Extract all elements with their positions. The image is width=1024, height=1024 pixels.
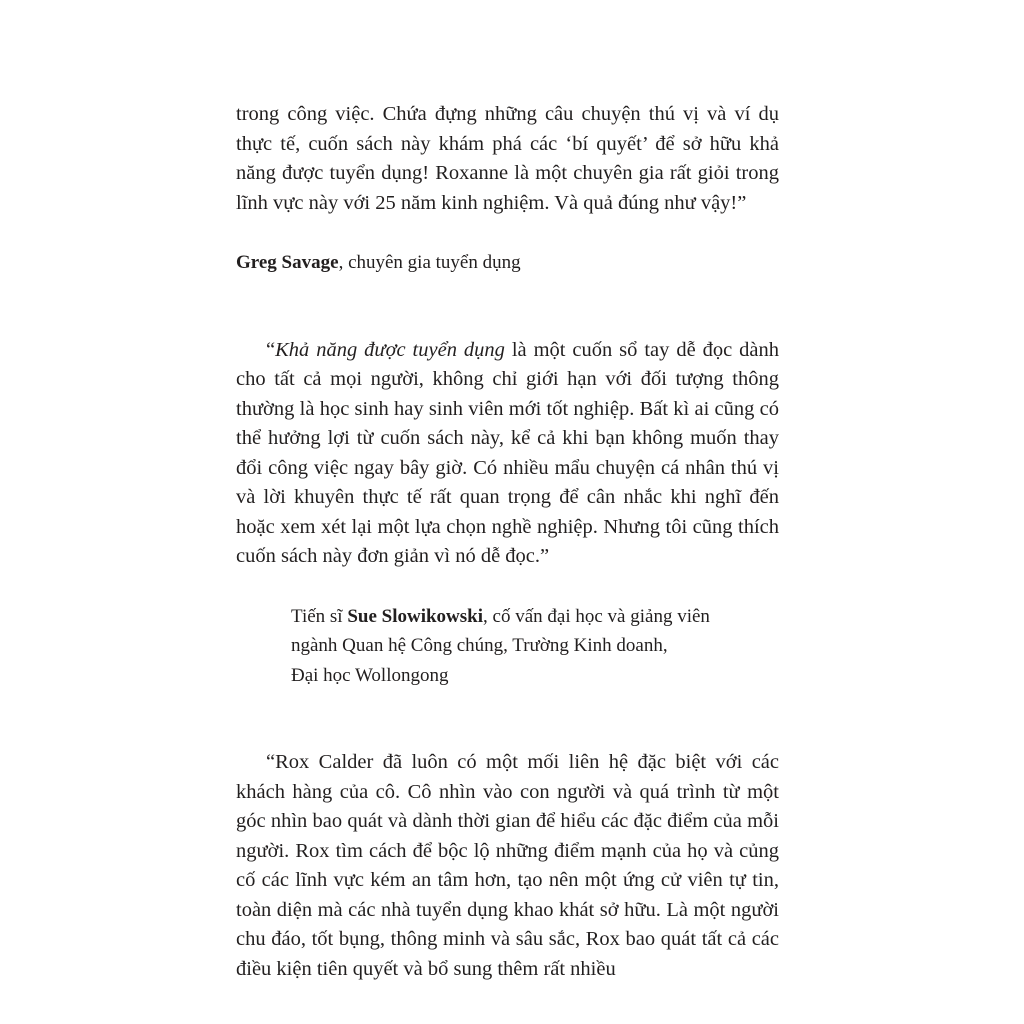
attribution-role: , cố vấn đại học và giảng viên (483, 605, 710, 627)
book-title-italic: Khả năng được tuyển dụng (275, 338, 505, 361)
spacer (236, 218, 779, 248)
attribution-greg-savage (236, 248, 779, 278)
paragraph-continued: trong công việc. Chứa đựng những câu chuyện thú vị và ví dụ thực tế, cuốn sách này khám phá các ‘bí quyết’ để sở hữu khả năng được tuyển dụng! Roxanne là một chuyên gia rất giỏi trong lĩnh vực này với 25 năm kinh nghiệm. Và quả đúng như vậy!” (236, 103, 779, 214)
paragraph-quote-three: “Rox Calder đã luôn có một mối liên hệ đặc biệt với các khách hàng của cô. Cô nhìn vào con người và quá trình từ một góc nhìn bao quát và dành thời gian để hiểu các đặc điểm của mỗi người. Rox tìm cách để bộc lộ những điểm mạnh của họ và củng cố các lĩnh vực kém an tâm hơn, tạo nên một ứng cử viên tự tin, toàn diện mà các nhà tuyển dụng khao khát sở hữu. Là một người chu đáo, tốt bụng, thông minh và sâu sắc, Rox bao quát tất cả các điều kiện tiên quyết và bổ sung thêm rất nhiều (236, 751, 779, 980)
attribution-role: , chuyên gia tuyển dụng (338, 252, 521, 273)
quote-open-mark: “ (266, 338, 276, 361)
attribution-line-1 (291, 602, 779, 632)
paragraph-quote-two (236, 336, 779, 572)
spacer (236, 572, 779, 602)
attribution-line-3: Đại học Wollongong (291, 664, 449, 686)
spacer (236, 278, 779, 336)
attribution-name: Greg Savage (236, 252, 339, 273)
attribution-line-2: ngành Quan hệ Công chúng, Trường Kinh doanh, (291, 635, 668, 656)
paragraph-quote-two-body: là một cuốn sổ tay dễ đọc dành cho tất cả mọi người, không chỉ giới hạn với đối tượng thông thường là học sinh hay sinh viên mới tốt nghiệp. Bất kì ai cũng có thể hưởng lợi từ cuốn sách này, kể cả khi bạn không muốn thay đổi công việc ngay bây giờ. Có nhiều mẩu chuyện cá nhân thú vị và lời khuyên thực tế rất quan trọng để cân nhắc khi nghĩ đến hoặc xem xét lại một lựa chọn nghề nghiệp. Nhưng tôi cũng thích cuốn sách này đơn giản vì nó dễ đọc.” (236, 338, 779, 567)
spacer (236, 690, 779, 748)
attribution-prefix: Tiến sĩ (291, 605, 348, 627)
attribution-name: Sue Slowikowski (347, 605, 484, 627)
attribution-sue-slowikowski (236, 602, 779, 691)
page-text-column (236, 100, 779, 984)
